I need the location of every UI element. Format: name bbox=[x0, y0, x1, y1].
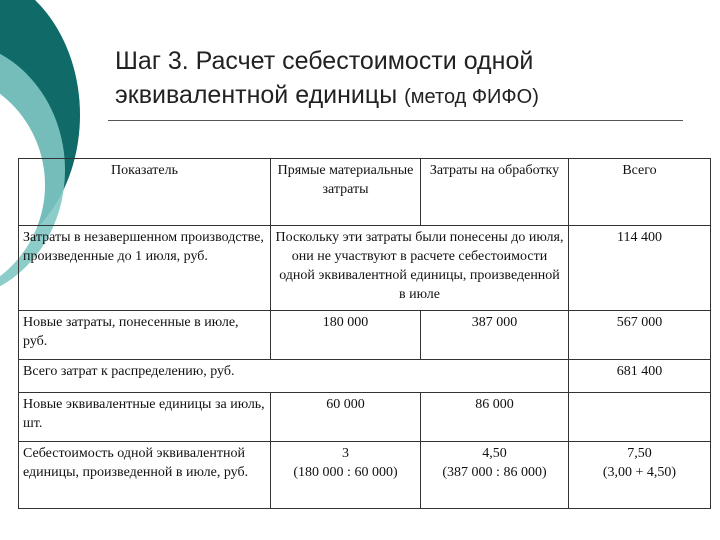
cost-table bbox=[18, 158, 711, 509]
row-total-calc: (3,00 + 4,50) bbox=[602, 465, 677, 480]
row-label: Себестоимость одной эквивалентной единицы, произведенной в июле, руб. bbox=[19, 442, 271, 509]
row-total-cell bbox=[569, 442, 711, 509]
row-materials: 3 bbox=[342, 446, 349, 461]
row-total: 681 400 bbox=[569, 360, 711, 393]
row-processing: 4,50 bbox=[482, 446, 507, 461]
row-label: Всего затрат к распределению, руб. bbox=[19, 360, 569, 393]
header-processing: Затраты на обработку bbox=[421, 159, 569, 226]
table-row bbox=[19, 393, 711, 442]
table-row bbox=[19, 311, 711, 360]
slide-title-main: Шаг 3. Расчет себестоимости одной эквивалентной единицы bbox=[115, 47, 534, 109]
slide-title bbox=[115, 44, 695, 114]
header-materials: Прямые материальные затраты bbox=[271, 159, 421, 226]
slide-title-note: (метод ФИФО) bbox=[404, 86, 539, 108]
row-materials-calc: (180 000 : 60 000) bbox=[293, 465, 398, 480]
row-materials: 60 000 bbox=[271, 393, 421, 442]
row-processing-calc: (387 000 : 86 000) bbox=[442, 465, 547, 480]
row-processing: 86 000 bbox=[421, 393, 569, 442]
row-total: 7,50 bbox=[627, 446, 652, 461]
table-row bbox=[19, 360, 711, 393]
table-row bbox=[19, 442, 711, 509]
row-processing: 387 000 bbox=[421, 311, 569, 360]
row-label: Новые затраты, понесенные в июле, руб. bbox=[19, 311, 271, 360]
table-row bbox=[19, 226, 711, 311]
row-total: 114 400 bbox=[569, 226, 711, 311]
row-materials-cell bbox=[271, 442, 421, 509]
header-indicator: Показатель bbox=[19, 159, 271, 226]
row-processing-cell bbox=[421, 442, 569, 509]
row-label: Новые эквивалентные единицы за июль, шт. bbox=[19, 393, 271, 442]
row-total: 567 000 bbox=[569, 311, 711, 360]
row-total bbox=[569, 393, 711, 442]
row-materials: 180 000 bbox=[271, 311, 421, 360]
row-label: Затраты в незавершенном производстве, произведенные до 1 июля, руб. bbox=[19, 226, 271, 311]
header-total: Всего bbox=[569, 159, 711, 226]
table-header-row bbox=[19, 159, 711, 226]
title-divider bbox=[108, 120, 683, 121]
merged-note: Поскольку эти затраты были понесены до июля, они не участвуют в расчете себестоимости одной эквивалентной единицы, произведенной в июле bbox=[271, 226, 569, 311]
